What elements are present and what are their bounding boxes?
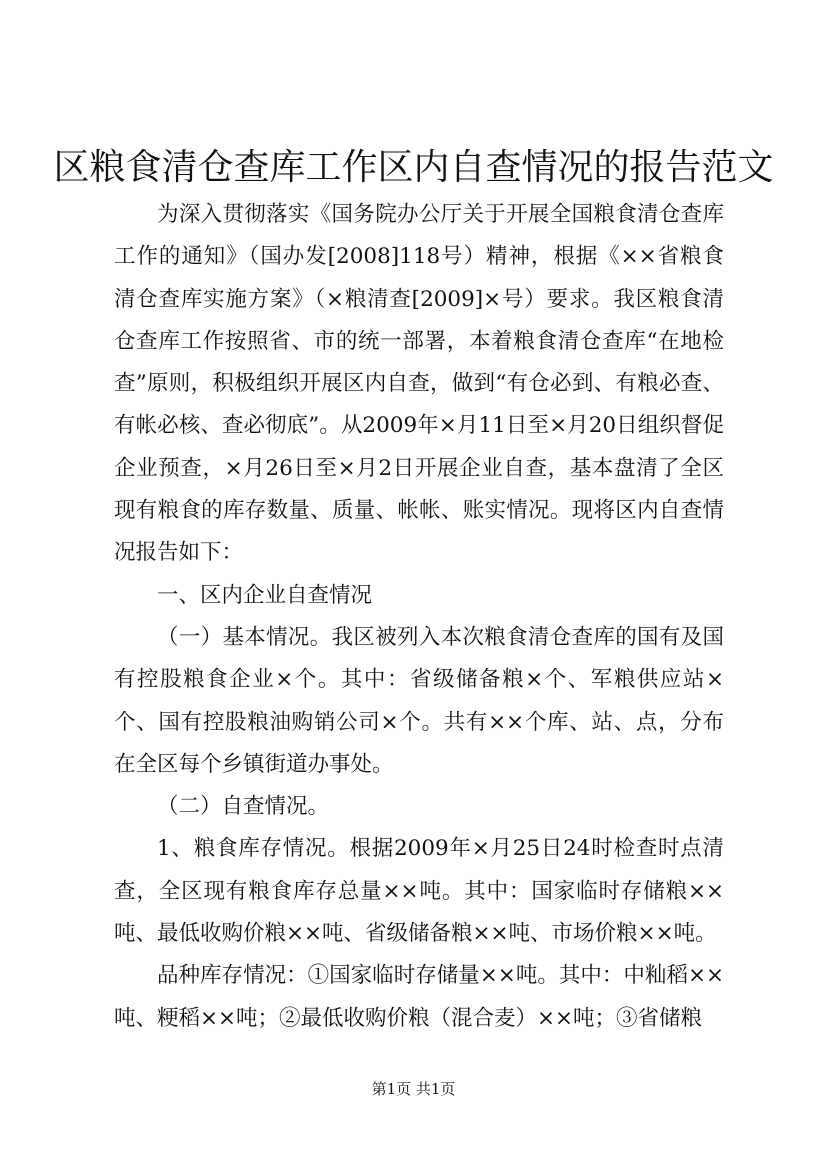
paragraph-section-heading: 一、区内企业自查情况 — [157, 582, 373, 608]
paragraph-basic-situation: （一）基本情况。我区被列入本次粮食清仓查库的国有及国有控股粮食企业×个。其中：省级储备粮×个、军粮供应站×个、国有控股粮油购销公司×个。共有××个库、站、点，分布在全区每个乡镇街道办事处。 — [114, 624, 724, 777]
paragraph-intro: 为深入贯彻落实《国务院办公厅关于开展全国粮食清仓查库工作的通知》（国办发[2008]118号）精神，根据《××省粮食清仓查库实施方案》（×粮清查[2009]×号）要求。我区粮食清仓查库工作按照省、市的统一部署，本着粮食清仓查库“在地检查”原则，积极组织开展区内自查，做到“有仓必到、有粮必查、有帐必核、查必彻底”。从2009年×月11日至×月20日组织督促企业预查，×月26日至×月2日开展企业自查，基本盘清了全区现有粮食的库存数量、质量、帐帐、账实情况。现将区内自查情况报告如下： — [114, 202, 724, 566]
document-title: 区粮食清仓查库工作区内自查情况的报告范文 — [53, 147, 774, 188]
paragraph-grain-inventory: 1、粮食库存情况。根据2009年×月25日24时检查时点清查，全区现有粮食库存总量××吨。其中：国家临时存储粮××吨、最低收购价粮××吨、省级储备粮××吨、市场价粮××吨。 — [114, 836, 724, 947]
page-number-footer: 第1页 共1页 — [371, 1080, 456, 1098]
document-body — [114, 194, 724, 1040]
paragraph-variety-inventory: 品种库存情况：①国家临时存储量××吨。其中：中籼稻××吨、粳稻××吨；②最低收购价粮（混合麦）××吨；③省储粮 — [114, 963, 724, 1031]
paragraph-self-check-heading: （二）自查情况。 — [157, 794, 330, 820]
